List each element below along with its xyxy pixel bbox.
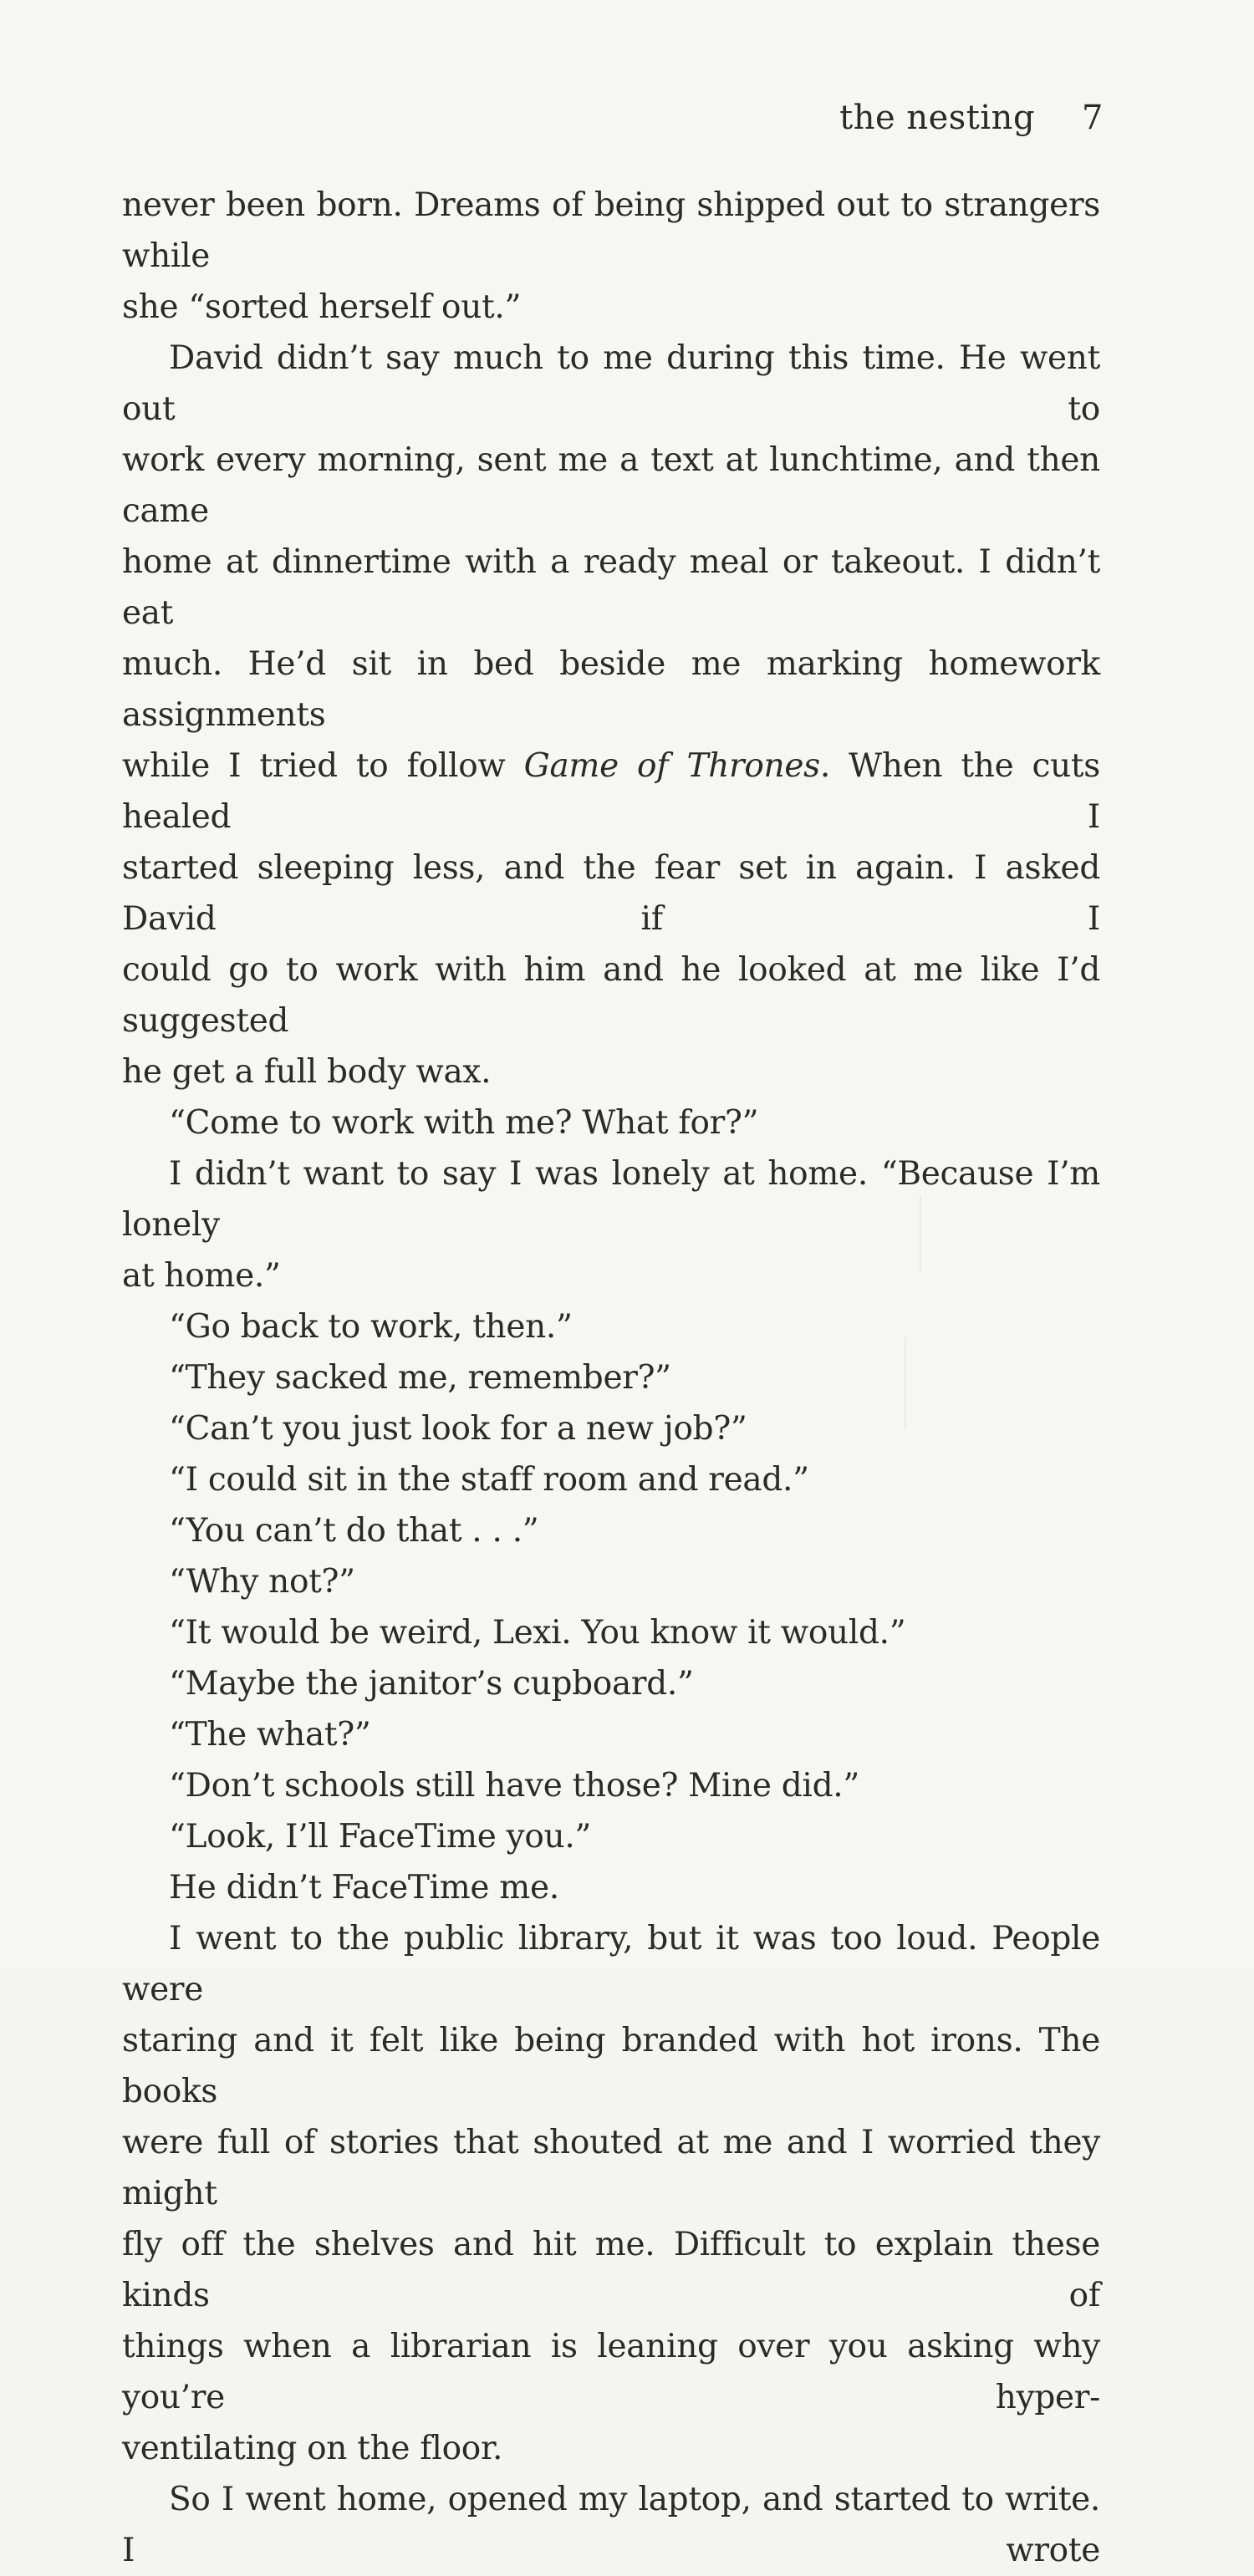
text-line: “You can’t do that . . .”: [169, 1512, 539, 1550]
text-line: ventilating on the floor.: [122, 2430, 503, 2467]
page-number: 7: [1082, 99, 1104, 137]
text-line: I went to the public library, but it was too loud. People were: [122, 1920, 1100, 2008]
text-line: he get a full body wax.: [122, 1053, 492, 1091]
text-line: staring and it felt like being branded with hot irons. The books: [122, 2022, 1100, 2110]
text-line: “Come to work with me? What for?”: [169, 1104, 759, 1142]
text-line: He didn’t FaceTime me.: [169, 1869, 559, 1907]
italic-title: Game of Thrones: [523, 747, 820, 785]
text-line: “Maybe the janitor’s cupboard.”: [169, 1665, 694, 1703]
text-line: David didn’t say much to me during this time. He went out to: [122, 339, 1100, 428]
text-line: much. He’d sit in bed beside me marking homework assignments: [122, 645, 1100, 734]
text-line: fly off the shelves and hit me. Difficult to explain these kinds of: [122, 2226, 1100, 2314]
text-line: “It would be weird, Lexi. You know it would.”: [169, 1614, 906, 1652]
text-line: started sleeping less, and the fear set in again. I asked David if I: [122, 849, 1100, 938]
text-line: “Go back to work, then.”: [169, 1308, 573, 1346]
text-line: I didn’t want to say I was lonely at home. “Because I’m lonely: [122, 1155, 1100, 1244]
text-line: things when a librarian is leaning over you asking why you’re hyper-: [122, 2328, 1100, 2416]
text-segment: . When the cuts healed I: [122, 747, 1100, 836]
text-line: home at dinnertime with a ready meal or takeout. I didn’t eat: [122, 543, 1100, 632]
text-line: work every morning, sent me a text at lunchtime, and then came: [122, 441, 1100, 530]
book-title: the nesting: [839, 99, 1036, 137]
running-head: [839, 99, 1104, 137]
text-line: “Look, I’ll FaceTime you.”: [169, 1818, 592, 1856]
text-line: “I could sit in the staff room and read.”: [169, 1461, 809, 1499]
text-line: “Don’t schools still have those? Mine did.”: [169, 1767, 859, 1805]
text-line: could go to work with him and he looked at me like I’d suggested: [122, 951, 1100, 1040]
text-segment: while I tried to follow: [122, 747, 524, 785]
text-line: “Why not?”: [169, 1563, 355, 1601]
text-line: she “sorted herself out.”: [122, 288, 522, 326]
text-line: “The what?”: [169, 1716, 371, 1754]
body-text: [122, 180, 1100, 2576]
text-line: never been born. Dreams of being shipped out to strangers while: [122, 186, 1100, 275]
text-line: [122, 741, 1100, 843]
text-line: “Can’t you just look for a new job?”: [169, 1410, 747, 1448]
text-line: “They sacked me, remember?”: [169, 1359, 671, 1397]
text-line: at home.”: [122, 1257, 281, 1295]
text-line: were full of stories that shouted at me and I worried they might: [122, 2124, 1100, 2212]
text-line: So I went home, opened my laptop, and started to write. I wrote: [122, 2481, 1100, 2569]
